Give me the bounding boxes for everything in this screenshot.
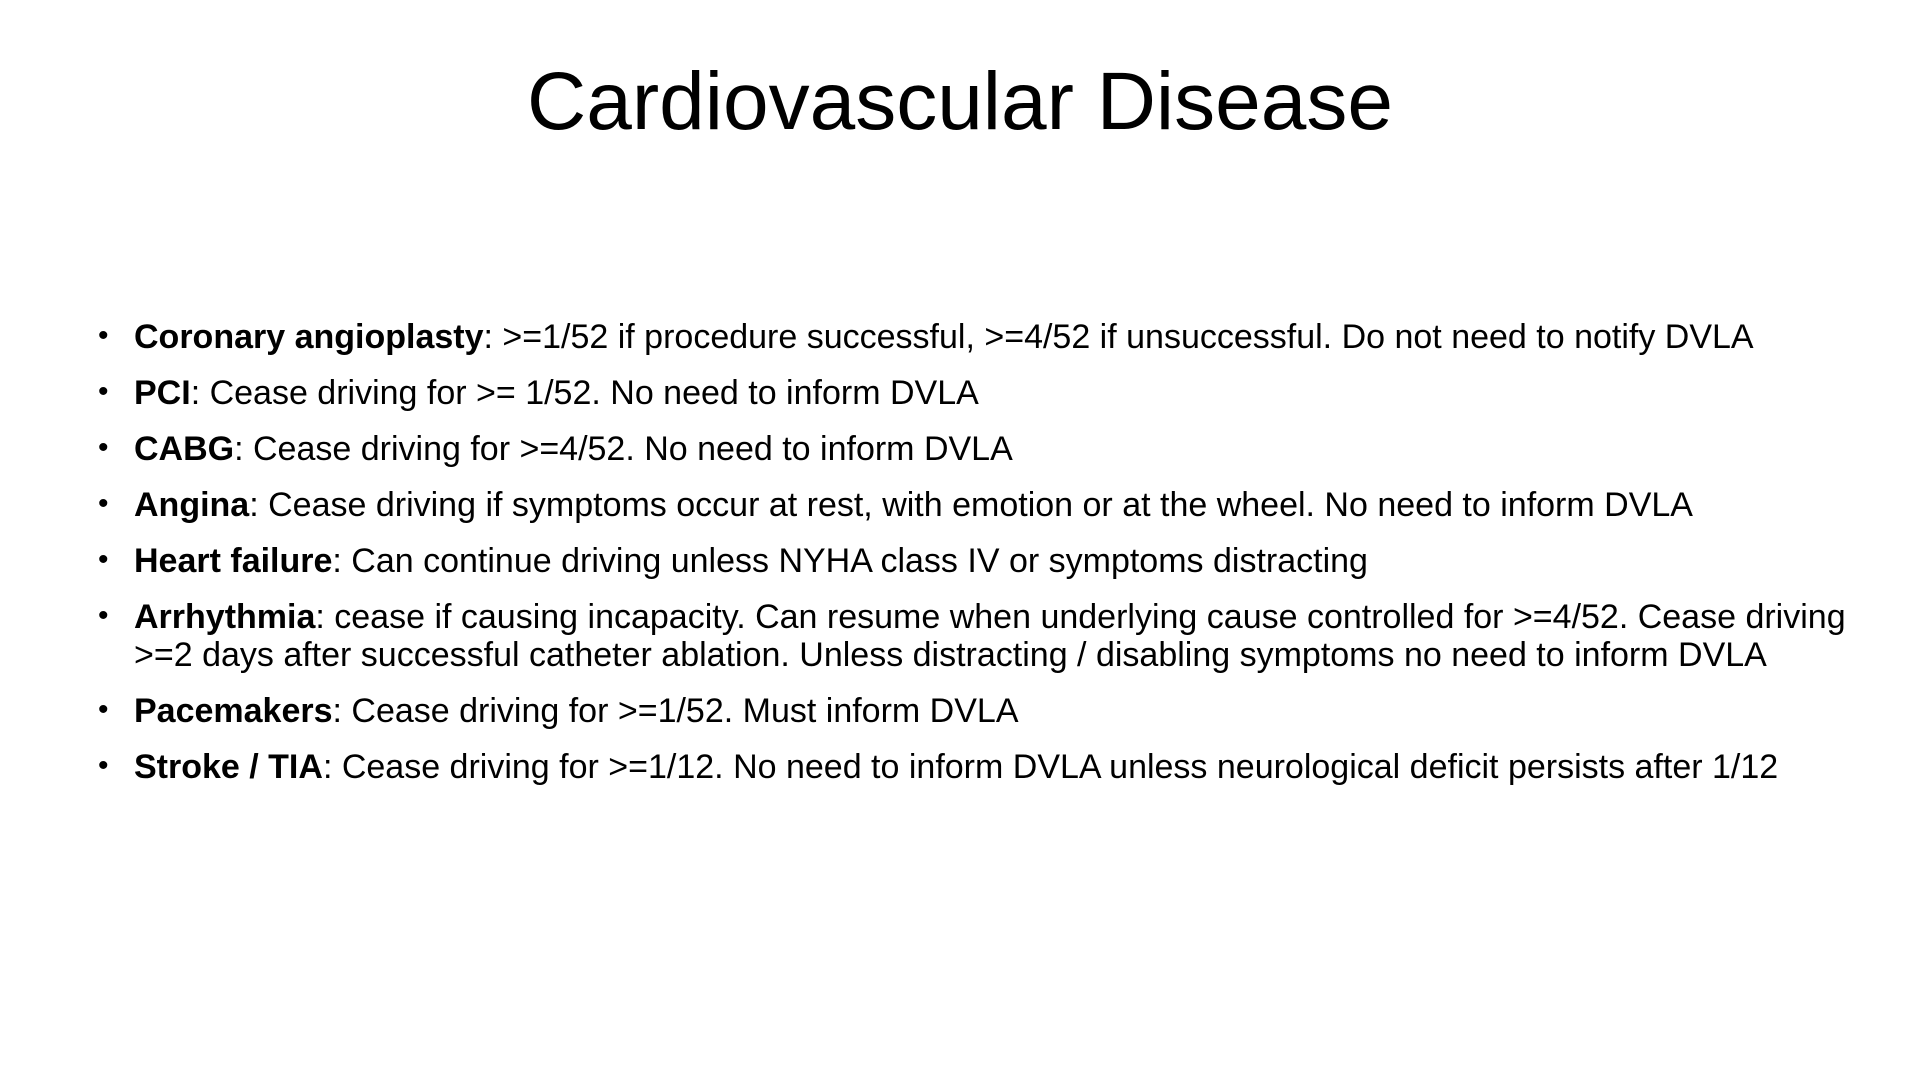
bullet-text: : Can continue driving unless NYHA class IV or symptoms distracting [332,542,1368,580]
bullet-term: PCI [134,374,191,412]
bullet-term: Pacemakers [134,692,333,730]
bullet-text: : Cease driving for >=1/12. No need to inform DVLA unless neurological deficit persists after 1/12 [322,748,1779,786]
bullet-dot-icon: • [98,487,109,520]
bullet-dot-icon: • [98,431,109,464]
list-item [98,692,1858,730]
bullet-dot-icon: • [98,375,109,408]
bullet-term: Heart failure [134,542,333,580]
list-item [98,748,1858,786]
bullet-term: Angina [134,486,250,524]
bullet-dot-icon: • [98,693,109,726]
bullet-term: Arrhythmia [134,598,316,636]
bullet-text: : Cease driving for >=4/52. No need to inform DVLA [234,430,1013,468]
bullet-text: : Cease driving for >=1/52. Must inform DVLA [332,692,1019,730]
bullet-term: Coronary angioplasty [134,318,484,356]
bullet-list [98,318,1858,804]
list-item [98,318,1858,356]
bullet-term: Stroke / TIA [134,748,323,786]
bullet-dot-icon: • [98,319,109,352]
list-item [98,542,1858,580]
list-item [98,598,1858,674]
bullet-text: : cease if causing incapacity. Can resume when underlying cause controlled for >=4/52. Cease driving >=2 days after successful catheter ablation. Unless distracting / disabling symptoms no need to inform DVLA [134,598,1846,674]
bullet-dot-icon: • [98,749,109,782]
bullet-text: : Cease driving for >= 1/52. No need to inform DVLA [190,374,979,412]
bullet-term: CABG [134,430,235,468]
slide-title: Cardiovascular Disease [527,56,1393,147]
bullet-text: : Cease driving if symptoms occur at rest, with emotion or at the wheel. No need to inform DVLA [249,486,1693,524]
bullet-dot-icon: • [98,599,109,632]
bullet-dot-icon: • [98,543,109,576]
bullet-text: : >=1/52 if procedure successful, >=4/52 if unsuccessful. Do not need to notify DVLA [483,318,1754,356]
list-item [98,486,1858,524]
list-item [98,430,1858,468]
list-item [98,374,1858,412]
